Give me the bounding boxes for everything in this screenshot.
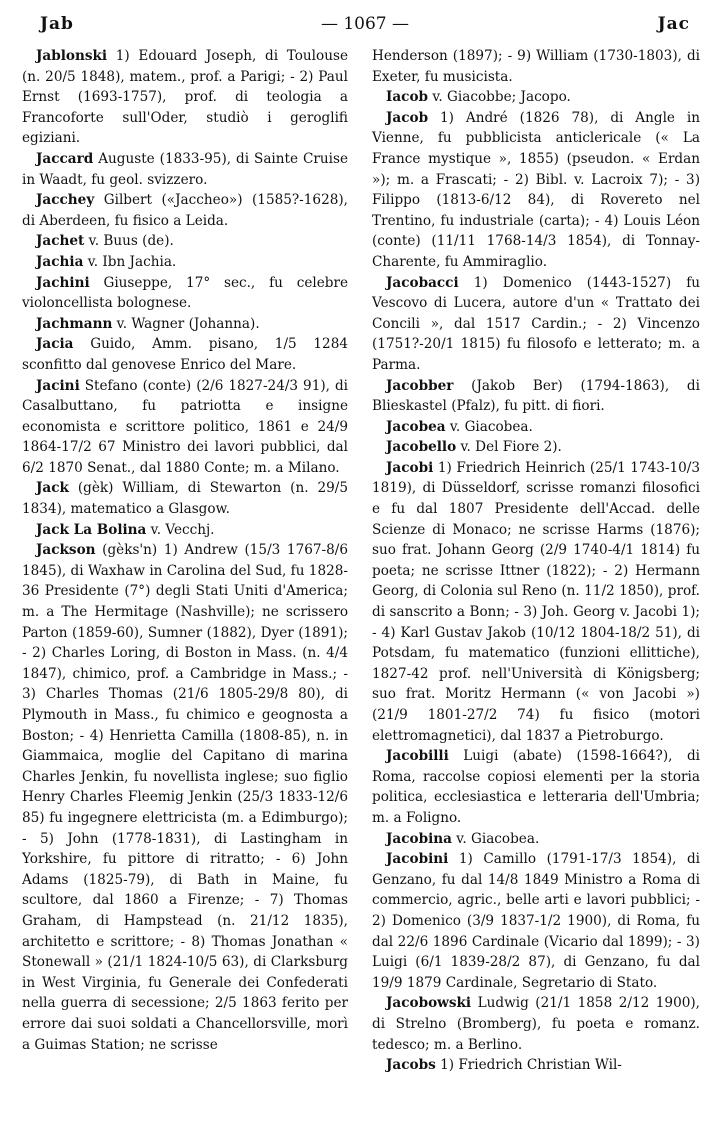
entry-text: 1) Friedrich Heinrich (25/1 1743-10/3 1819), di Düsseldorf, scrisse romanzi filosofici e fu dal 1807 Presidente dell'Accad. delle Scienze di Monaco; ne scrisse Harms (1876); suo frat. Johann Georg (2/9 1740-4/1 1814) fu poeta; ne scrisse Ittner (1822); - 2) Hermann Georg, di Colonia sul Reno (n. 11/2 1850), prof. di sanscrito a Bonn; - 3) Joh. Georg v. Jacobi 1); - 4) Karl Gustav Jakob (10/12 1804-18/2 51), di Potsdam, fu matematico (funzioni ellittiche), 1827-42 prof. nell'Università di Königsberg; suo frat. Moritz Hermann (« von Jacobi ») (21/9 1801-27/2 74) fu fisico (motori elettromagnetici), dal 1837 a Pietroburgo. <box>372 459 700 744</box>
entry-headword: Jachmann <box>36 315 113 332</box>
dictionary-entry <box>372 46 700 87</box>
dictionary-entry <box>372 746 700 828</box>
header-left-guideword: Jab <box>40 14 74 34</box>
dictionary-entry <box>372 376 700 417</box>
entry-text: v. Vecchj. <box>146 521 215 538</box>
entry-text: (gèks'n) 1) Andrew (15/3 1767-8/6 1845), di Waxhaw in Carolina del Sud, fu 1828-36 Presidente (7°) degli Stati Uniti d'America; m. a The Hermitage (Nashville); ne scrissero Parton (1859-60), Sumner (1882), Dyer (1891); - 2) Charles Loring, di Boston in Mass. (n. 4/4 1847), chimico, prof. a Cambridge in Mass.; - 3) Charles Thomas (21/6 1805-29/8 80), di Plymouth in Mass., fu chimico e geognosta a Boston; - 4) Henrietta Camilla (1808-85), n. in Giammaica, moglie del Capitano di marina Charles Jenkin, fu novellista inglese; suo figlio Henry Charles Fleemig Jenkin (25/3 1833-12/6 85) fu ingegnere elettricista (m. a Edimburgo); - 5) John (1778-1831), di Lastingham in Yorkshire, fu pittore di ritratto; - 6) John Adams (1825-79), di Bath in Maine, fu scultore, dal 1860 a Firenze; - 7) Thomas Graham, di Hampstead (n. 21/12 1835), architetto e scrittore; - 8) Thomas Jonathan « Stonewall » (21/1 1824-10/5 63), di Clarksburg in West Virginia, fu Generale dei Confederati nella guerra di secessione; 2/5 1863 ferito per errore dai suoi soldati a Chancellorsville, morì a Guimas Station; ne scrisse <box>22 542 348 1053</box>
entry-text: v. Del Fiore 2). <box>456 439 562 456</box>
dictionary-entry <box>22 252 348 273</box>
entry-text: Guido, Amm. pisano, 1/5 1284 sconfitto dal genovese Enrico del Mare. <box>22 336 348 373</box>
dictionary-entry <box>22 334 348 375</box>
entry-headword: Jacobini <box>386 851 449 868</box>
entry-text: 1) Edouard Joseph, di Toulouse (n. 20/5 1848), matem., prof. a Parigi; - 2) Paul Ernst (1693-1757), prof. di teologia a Francoforte sull'Oder, studiò i geroglifi egiziani. <box>22 48 348 147</box>
entry-headword: Jacobea <box>386 418 446 435</box>
entry-text: 1) Camillo (1791-17/3 1854), di Genzano, fu dal 14/8 1849 Ministro a Roma di commercio, agric., belle arti e lavori pubblici; - 2) Domenico (3/9 1837-1/2 1900), di Roma, fu dal 22/6 1896 Cardinale (Vicario dal 1899); - 3) Luigi (6/1 1839-28/2 87), di Genzano, fu dal 19/9 1879 Cardinale, Segretario di Stato. <box>372 851 700 991</box>
dictionary-entry <box>372 1055 700 1076</box>
entry-headword: Jachini <box>36 274 90 291</box>
entry-headword: Jacobacci <box>386 274 459 291</box>
entry-text: 1) André (1826 78), di Angle in Vienne, fu pubblicista anticlericale (« La France mystique », 1855) (pseudon. « Erdan »); m. a Frascati; - 2) Bibl. v. Lacroix 7); - 3) Filippo (1813-6/12 84), di Rovereto nel Trentino, fu industriale (carta); - 4) Louis Léon (conte) (11/11 1768-14/3 1854), di Tonnay-Charente, fu Ammiraglio. <box>372 109 700 270</box>
dictionary-entry <box>372 87 700 108</box>
entry-text: Luigi (abate) (1598-1664?), di Roma, raccolse copiosi elementi per la storia politica, ecclesiastica e letteraria dell'Umbria; m. a Foligno. <box>372 748 700 826</box>
entry-headword: Jacini <box>36 377 80 394</box>
dictionary-entry <box>372 108 700 273</box>
entry-headword: Jack <box>36 480 69 497</box>
dictionary-entry <box>372 829 700 850</box>
entry-text: Gilbert («Jaccheo») (1585?-1628), di Aberdeen, fu fisico a Leida. <box>22 192 348 229</box>
entry-headword: Jacobina <box>386 830 452 847</box>
entry-headword: Jackson <box>36 542 96 559</box>
dictionary-entry <box>22 478 348 519</box>
entry-text: v. Giacobea. <box>445 418 533 435</box>
dictionary-entry <box>22 231 348 252</box>
entry-headword: Jacia <box>36 336 74 353</box>
dictionary-entry <box>372 437 700 458</box>
entry-text: Ludwig (21/1 1858 2/12 1900), di Strelno (Bromberg), fu poeta e romanz. tedesco; m. a Berlino. <box>372 995 700 1053</box>
dictionary-entry <box>372 993 700 1055</box>
entry-text: Giuseppe, 17° sec., fu celebre violoncellista bolognese. <box>22 274 348 312</box>
dictionary-entry <box>22 314 348 335</box>
entry-headword: Jacobi <box>386 459 434 476</box>
entry-headword: Jachia <box>36 253 84 270</box>
entry-headword: Jacobello <box>386 439 457 456</box>
entry-text: v. Giacobbe; Jacopo. <box>428 89 571 106</box>
header-right-guideword: Jac <box>657 14 690 34</box>
left-column <box>22 46 348 1055</box>
dictionary-entry <box>372 273 700 376</box>
dictionary-entry <box>22 376 348 479</box>
page-number: — 1067 — <box>320 14 410 34</box>
dictionary-entry <box>22 46 348 149</box>
entry-headword: Jaccard <box>36 150 94 167</box>
dictionary-entry <box>372 458 700 746</box>
dictionary-entry <box>22 149 348 190</box>
entry-text: Stefano (conte) (2/6 1827-24/3 91), di Casalbuttano, fu patriotta e insigne economista e scrittore politico, 1861 e 24/9 1864-17/2 67 Ministro dei lavori pubblici, dal 6/2 1870 Senat., dal 1880 Conte; m. a Milano. <box>22 377 348 476</box>
entry-headword: Jacchey <box>36 192 95 209</box>
entry-headword: Jacob <box>386 109 429 126</box>
entry-text: Henderson (1897); - 9) William (1730-1803), di Exeter, fu musicista. <box>372 48 700 85</box>
entry-text: v. Wagner (Johanna). <box>112 315 260 332</box>
dictionary-entry <box>22 520 348 541</box>
dictionary-entry <box>22 273 348 314</box>
entry-headword: Iacob <box>386 89 429 106</box>
page-header <box>40 14 690 40</box>
entry-text: 1) Domenico (1443-1527) fu Vescovo di Lucera, autore d'un « Trattato dei Concili », dal 1517 Cardin.; - 2) Vincenzo (1751?-20/1 1815) fu filosofo e letterato; m. a Parma. <box>372 274 700 373</box>
dictionary-entry <box>22 190 348 231</box>
entry-headword: Jablonski <box>36 48 108 64</box>
entry-text: v. Giacobea. <box>451 830 540 847</box>
entry-text: 1) Friedrich Christian Wil- <box>435 1057 622 1074</box>
dictionary-entry <box>372 849 700 993</box>
entry-headword: Jack La Bolina <box>36 521 147 538</box>
entry-text: (gèk) William, di Stewarton (n. 29/5 1834), matematico a Glasgow. <box>22 480 348 518</box>
entry-headword: Jacobilli <box>386 748 449 765</box>
right-column <box>372 46 700 1076</box>
entry-headword: Jacobber <box>386 377 454 394</box>
entry-text: v. Buus (de). <box>84 233 174 250</box>
entry-text: Auguste (1833-95), di Sainte Cruise in Waadt, fu geol. svizzero. <box>22 150 348 188</box>
entry-text: (Jakob Ber) (1794-1863), di Blieskastel (Pfalz), fu pitt. di fiori. <box>372 377 700 415</box>
entry-headword: Jacobs <box>386 1057 436 1074</box>
entry-headword: Jacobowski <box>386 995 472 1012</box>
dictionary-entry <box>372 417 700 438</box>
entry-text: v. Ibn Jachia. <box>83 253 177 270</box>
dictionary-entry <box>22 540 348 1055</box>
entry-headword: Jachet <box>36 233 85 250</box>
